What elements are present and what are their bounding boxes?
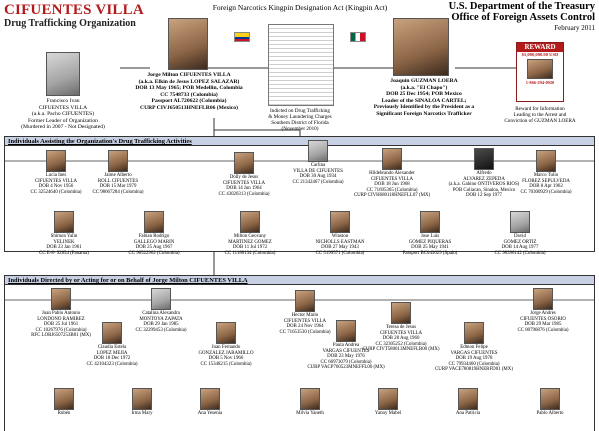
- s2-person-name2: MONTOYA ZAPATA: [139, 316, 183, 322]
- s1-person-photo: [382, 148, 402, 170]
- s1-person-name1: Carlina: [310, 163, 326, 168]
- s1-person-name2: GALLEGO MARIN: [133, 239, 175, 245]
- s1-person-name1: Shimon Yalin: [50, 234, 78, 239]
- francisco-name1: Francisco Ivan: [46, 98, 80, 104]
- s2-bottom-person-photo: [132, 388, 152, 410]
- s2-person-card: [66, 322, 158, 367]
- reward-poster-image: [516, 42, 564, 102]
- s1-person-name1: Winston: [331, 234, 349, 239]
- s1-person-name2: NICHOLLS EASTMAN: [315, 239, 365, 245]
- s2-person-dob: DOB 5 Nov 1966: [208, 356, 244, 362]
- s1-person-id: CC 21342467 (Colombia): [292, 179, 344, 185]
- s1-person-name2: CIFUENTES VILLA: [370, 176, 414, 182]
- s2-person-id: CC 32305252 (Colombia): [375, 341, 427, 347]
- s2-person-name1: Hector Mario: [291, 313, 319, 318]
- s2-bottom-person-name1: Pablo Alberto: [536, 411, 564, 416]
- reward-caption: [486, 106, 594, 125]
- s1-person-name2: MARTINEZ GOMEZ: [228, 239, 272, 245]
- s2-person-name1: Juan Fernando: [211, 345, 241, 350]
- s1-person-card: [278, 140, 358, 185]
- s1-person-name1: Alfredo: [476, 171, 492, 176]
- joaquin-info: [360, 78, 488, 118]
- joaquin-designation2: Significant Foreign Narcotics Trafficker: [376, 110, 472, 117]
- s2-bottom-person-card: [280, 388, 340, 417]
- s1-person-dob: DOB 27 May 1943: [321, 245, 359, 251]
- s2-person-dob: DOB 28 Aug 1960: [382, 336, 420, 342]
- s1-person-photo: [108, 150, 128, 172]
- s1-person-card: [478, 211, 562, 256]
- s2-person-name2: VARGAS CIFUENTES: [322, 348, 370, 354]
- s1-person-photo: [474, 148, 494, 170]
- s1-person-card: [112, 211, 196, 256]
- reward-line1: Reward for Information: [515, 106, 565, 112]
- indictment-document-image: [268, 24, 334, 106]
- s2-bottom-person-name1: Ana Patricia: [455, 411, 481, 416]
- s1-person-card: [388, 211, 472, 256]
- s1-person-dob: DOB 11 Jul 1972: [232, 245, 268, 251]
- s1-person-card: [352, 148, 432, 199]
- agency-office: Office of Foreign Assets Control: [451, 12, 595, 23]
- s2-person-photo: [533, 288, 553, 310]
- s1-person-dob: DOB 14 Jun 1964: [226, 186, 262, 192]
- s2-person-dob: DOB 19 Aug 1978: [455, 356, 493, 362]
- page-title: CIFUENTES VILLA: [4, 2, 144, 18]
- section1-header: Individuals Assisting the Organization's Drug Trafficking Activities: [5, 137, 594, 146]
- joaquin-name: Joaquin GUZMAN LOERA: [390, 78, 458, 84]
- s1-person-name2: CIFUENTES VILLA: [222, 180, 266, 186]
- reward-line2: Leading to the Arrest and: [513, 112, 567, 119]
- s1-person-name2: GOMEZ ORTIZ: [503, 239, 537, 245]
- s2-person-card: [180, 322, 272, 367]
- title-block: [4, 2, 174, 29]
- s2-person-id2: CURP VACE780819HNERFD01 (MX): [435, 367, 513, 373]
- s2-bottom-person-name1: Rubén: [57, 411, 71, 416]
- s1-person-name2: ROLL CIFUENTES: [97, 178, 139, 184]
- s1-person-photo: [308, 140, 328, 162]
- indictment-line3: Southern District of Florida: [271, 120, 329, 126]
- s2-person-name1: Catalina Alexandra: [142, 311, 180, 316]
- s2-person-photo: [51, 288, 71, 310]
- s2-person-id: CC 42104323 (Colombia): [86, 361, 138, 367]
- s2-person-photo: [336, 320, 356, 342]
- s1-person-photo: [510, 211, 530, 233]
- s1-person-card: [78, 150, 158, 195]
- s2-person-name1: Jorge Andres: [530, 311, 556, 316]
- francisco-name2: CIFUENTES VILLA: [38, 104, 88, 111]
- colombia-flag-icon: [234, 32, 250, 42]
- s1-person-id: CC 32524640 (Colombia): [30, 189, 82, 195]
- s2-bottom-person-photo: [300, 388, 320, 410]
- s2-bottom-person-card: [520, 388, 580, 417]
- jorge-curp: CURP CIVJ650513HNEFLR06 (Mexico): [140, 104, 238, 111]
- joaquin-dob: DOB 25 Dec 1954; POB Mexico: [386, 91, 462, 98]
- s2-person-name1: Edmon Felipe: [460, 345, 488, 350]
- s2-person-id: CC 10267976 (Colombia): [35, 327, 87, 333]
- s1-person-card: [204, 152, 284, 197]
- mexico-flag-icon: [350, 32, 366, 42]
- s1-person-name1: David: [514, 234, 526, 239]
- s2-person-name2: GONZALEZ JARAMILLO: [198, 350, 254, 356]
- publication-date: February 2011: [554, 24, 595, 32]
- s2-person-id: CC 15348215 (Colombia): [200, 361, 252, 367]
- s2-person-dob: DOB 24 Nov 1964: [286, 324, 324, 330]
- s1-person-id2: CURP CIVH680118HNEFLL07 (MX): [353, 193, 431, 199]
- s2-bottom-person-name1: Milvia Yaneth: [296, 411, 324, 416]
- s2-person-name2: LOPEZ MEJIA: [96, 350, 128, 356]
- s2-person-photo: [151, 288, 171, 310]
- francisco-aka: (a.k.a. Pacho CIFUENTES): [31, 111, 95, 118]
- kingpin-act-title: Foreign Narcotics Kingpin Designation Act (Kingpin Act): [212, 3, 388, 12]
- s2-person-id: CC 79934460 (Colombia): [448, 361, 500, 367]
- s1-person-photo: [54, 211, 74, 233]
- s1-person-dob: DOB 8 Apr 1962: [529, 184, 563, 190]
- s1-person-id: POB Culiacan, Sinaloa, Mexico: [452, 187, 516, 193]
- s2-bottom-person-card: [180, 388, 240, 417]
- s1-person-photo: [536, 150, 556, 172]
- jorge-name: Jorge Milton CIFUENTES VILLA: [147, 72, 231, 78]
- s1-person-photo: [46, 150, 66, 172]
- s2-person-photo: [102, 322, 122, 344]
- s2-person-name2: CIFUENTES VILLA: [379, 330, 423, 336]
- s1-person-card: [22, 211, 106, 256]
- s2-person-name1: Juan Pablo Antonio: [41, 311, 81, 316]
- s2-person-id: CC 32299453 (Colombia): [135, 327, 187, 333]
- s2-person-name1: Paula Andrea: [332, 343, 360, 348]
- page-subtitle: Drug Trafficking Organization: [4, 18, 136, 29]
- joaquin-role: Leader of the SINALOA CARTEL;: [381, 97, 467, 104]
- jorge-aka: (a.k.a. Elkin de Jesus LOPEZ SALAZAR): [138, 78, 240, 85]
- indictment-caption: [238, 108, 362, 132]
- s1-person-name2: YELINEK: [53, 239, 75, 245]
- s2-person-id: CC 71653530 (Colombia): [279, 329, 331, 335]
- s1-person-dob: (a.k.a. Gabino ONTIVEROS RIOS): [448, 182, 520, 188]
- francisco-status: (Murdered in 2007 - Not Designated): [21, 124, 105, 131]
- s1-person-id: CC 71695365 (Colombia): [366, 187, 418, 193]
- s2-person-photo: [391, 302, 411, 324]
- s1-person-dob: DOB 15 Mar 1979: [99, 184, 137, 190]
- s2-person-card: [428, 322, 520, 373]
- s1-person-name1: Fabian Rodrigo: [138, 234, 170, 239]
- s2-person-photo: [216, 322, 236, 344]
- s1-person-card: [208, 211, 292, 256]
- s2-person-name2: LONDONO RAMIREZ: [37, 316, 85, 322]
- s1-person-dob: DOB 25 May 1941: [411, 245, 449, 251]
- s2-bottom-person-photo: [200, 388, 220, 410]
- reward-poster-title: REWARD: [517, 43, 563, 52]
- indictment-line1: Indicted on Drug Trafficking: [270, 108, 330, 114]
- s1-person-card: [298, 211, 382, 256]
- s2-bottom-person-card: [438, 388, 498, 417]
- s1-person-id: CC E-8- 92854 (Panama): [39, 250, 89, 256]
- reward-amount: $5,000,000.00 USD: [521, 52, 559, 57]
- joaquin-photo: [393, 18, 449, 76]
- francisco-role: Former Leader of Organization: [28, 117, 98, 124]
- francisco-photo: [46, 52, 80, 96]
- s1-person-name2: FLOREZ SEPULVEDA: [522, 178, 570, 184]
- s2-person-dob: DOB 25 Jul 1961: [43, 322, 79, 328]
- indictment-line2: & Money Laundering Charges: [268, 114, 332, 120]
- section2-header: Individuals Directed by or Acting for or on Behalf of Jorge Milton CIFUENTES VILLA: [5, 276, 594, 285]
- s1-person-name1: Hildebrando Alexander: [369, 171, 415, 176]
- s1-person-id: CC 5199571 (Colombia): [315, 250, 365, 256]
- s1-person-photo: [234, 152, 254, 174]
- s1-person-id: CC 98667284 (Colombia): [92, 189, 144, 195]
- s2-person-name2: CIFUENTES OSORIO: [520, 316, 566, 322]
- s2-bottom-person-name1: Irma Mary: [131, 411, 153, 416]
- s1-person-name1: Lucia Ines: [45, 173, 67, 178]
- s2-person-id2: RFC LORJ6507253B81 (MX): [31, 333, 91, 339]
- s1-person-id: CC 43020313 (Colombia): [218, 191, 270, 197]
- s1-person-name1: Marco Tulio: [533, 173, 559, 178]
- s1-person-photo: [240, 211, 260, 233]
- s2-bottom-person-card: [358, 388, 418, 417]
- s2-person-dob: DOB 18 Dec 1972: [93, 356, 131, 362]
- s2-person-dob: DOB 23 May 1976: [327, 354, 365, 360]
- s1-person-name2: VILLA DE CIFUENTES: [293, 168, 343, 174]
- s1-person-id: CC 98396142 (Colombia): [494, 250, 546, 256]
- s2-person-dob: DOB 29 Jan 1985: [143, 322, 179, 328]
- s2-bottom-person-name1: Ana Yesenia: [197, 411, 223, 416]
- agency-name: U.S. Department of the Treasury: [448, 1, 595, 12]
- s1-person-photo: [330, 211, 350, 233]
- reward-phone: 1-866-294-0920: [525, 80, 555, 85]
- s1-person-name1: Jose Luis: [420, 234, 440, 239]
- s2-bottom-person-photo: [458, 388, 478, 410]
- s2-bottom-person-photo: [378, 388, 398, 410]
- reward-line3: Conviction of GUZMAN LOERA: [504, 118, 576, 125]
- s1-person-photo: [420, 211, 440, 233]
- s2-bottom-person-photo: [540, 388, 560, 410]
- s2-person-name2: CIFUENTES VILLA: [283, 318, 327, 324]
- s1-person-photo: [144, 211, 164, 233]
- joaquin-aka: (a.k.a. "El Chapo"): [400, 84, 448, 91]
- s2-person-name1: Teresa de Jesus: [385, 325, 417, 330]
- s2-person-id: CC 80796876 (Colombia): [517, 327, 569, 333]
- s2-bottom-person-card: [112, 388, 172, 417]
- s1-person-id: CC 11186134 (Colombia): [224, 250, 276, 256]
- jorge-passport: Passport AL720622 (Colombia): [151, 98, 227, 105]
- s1-person-name2: ALVAREZ ZEPEDA: [463, 176, 505, 182]
- s1-person-dob: DOB 23 Jan 1961: [46, 245, 82, 251]
- jorge-info: [124, 72, 254, 112]
- s1-person-dob: DOB 4 Nov 1956: [38, 184, 74, 190]
- indictment-line4: (November 2010): [281, 126, 319, 132]
- s1-person-id: Passport BC043629 (Spain): [402, 250, 458, 256]
- s2-bottom-person-card: [34, 388, 94, 417]
- s1-person-card: [506, 150, 586, 195]
- s2-person-photo: [295, 290, 315, 312]
- jorge-photo: [168, 18, 208, 70]
- francisco-info: [4, 98, 122, 131]
- s2-person-id: CC 66973079 (Colombia): [320, 359, 372, 365]
- reward-poster-photo: [527, 59, 553, 79]
- s1-person-name1: Dolly de Jesus: [229, 175, 259, 180]
- s2-person-card: [300, 320, 392, 371]
- s2-person-id2: CURP CIVT580613MNEFLR00 (MX): [362, 347, 440, 353]
- s1-person-name2: CIFUENTES VILLA: [34, 178, 78, 184]
- jorge-dob: DOB 13 May 1965; POB Medellin, Colombia: [135, 85, 243, 92]
- s1-person-name1: Jaime Alberto: [104, 173, 132, 178]
- s1-person-name2: GOMEZ PIQUERAS: [408, 239, 452, 245]
- s2-person-name1: Claudia Estela: [97, 345, 127, 350]
- s1-person-dob: DOB 18 Jun 1968: [374, 182, 410, 188]
- s1-person-id: CC 98522962 (Colombia): [128, 250, 180, 256]
- s1-person-dob: DOB 14 Aug 1977: [501, 245, 539, 251]
- joaquin-designation1: Previously Identified by the President as a: [373, 104, 475, 111]
- s1-person-name1: Milton Geovany: [233, 234, 267, 239]
- s2-bottom-person-name1: Yanny Mabel: [374, 411, 402, 416]
- s1-person-dob: DOB 30 Aug 1934: [299, 174, 337, 180]
- s2-bottom-person-photo: [54, 388, 74, 410]
- s1-person-id: CC 70300929 (Colombia): [520, 189, 572, 195]
- s1-person-dob: DOB 25 Aug 1967: [135, 245, 173, 251]
- jorge-cc: CC 7548733 (Colombia): [160, 91, 218, 98]
- s1-person-id2: DOB 12 Sep 1977: [465, 193, 502, 199]
- s2-person-photo: [464, 322, 484, 344]
- s2-person-id2: CURP VACP760523MNEFFL00 (MX): [307, 365, 385, 371]
- s2-person-dob: DOB 29 Mar 1985: [524, 322, 562, 328]
- s2-person-name2: VARGAS CIFUENTES: [450, 350, 498, 356]
